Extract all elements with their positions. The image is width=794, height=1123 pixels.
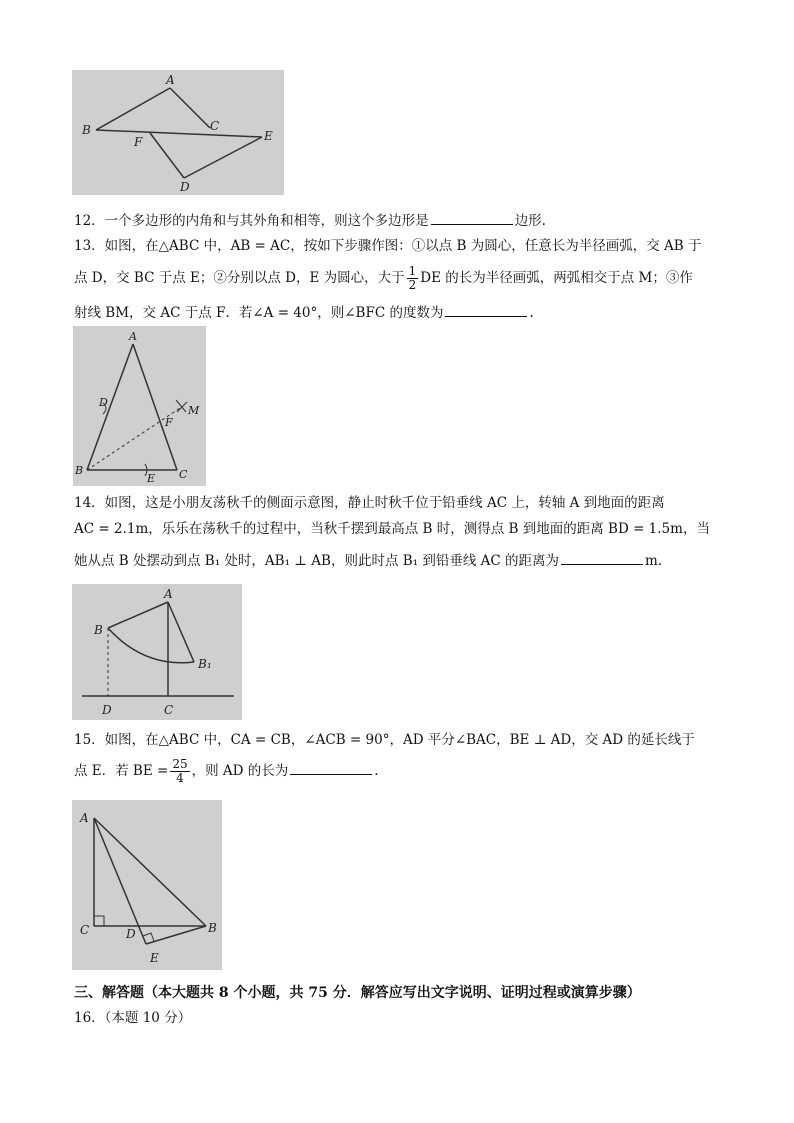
q16-label-text: 16．（本题 10 分）	[74, 1010, 192, 1026]
label-a: A	[166, 73, 175, 87]
segment-ab1	[168, 602, 194, 662]
question-14-line3	[74, 551, 662, 570]
label-b: B	[208, 921, 217, 935]
q12-text: 12．一个多边形的内角和与其外角和相等，则这个多边形是	[74, 213, 429, 229]
q15-line2-text: 点 E．若 BE =	[74, 763, 169, 779]
q14-line1-text: 14．如图，这是小朋友荡秋千的侧面示意图，静止时秋千位于铅垂线 AC 上，转轴 A 到地面的距离	[74, 495, 665, 511]
question-13-line2	[74, 261, 693, 295]
figure-q14	[72, 584, 242, 720]
segment-fd	[150, 133, 184, 178]
label-b: B	[75, 464, 84, 477]
label-d: D	[126, 927, 136, 941]
question-15-line1	[74, 731, 695, 749]
question-16-label	[74, 1009, 191, 1027]
segment-be	[96, 130, 262, 137]
label-c: C	[164, 703, 174, 717]
fraction-denominator: 4	[176, 771, 184, 785]
q13-text-end: .	[529, 305, 534, 321]
label-f: F	[165, 416, 173, 429]
question-13-line1	[74, 237, 702, 255]
fraction-25-over-4	[170, 758, 189, 785]
q13-line2-text: 点 D，交 BC 于点 E；②分别以点 D，E 为圆心，大于	[74, 270, 405, 286]
question-14-line2	[74, 520, 710, 538]
q13-answer-blank[interactable]	[445, 303, 527, 317]
label-b: B	[82, 123, 91, 137]
q15-answer-blank[interactable]	[290, 761, 372, 775]
segment-ab	[94, 818, 206, 926]
label-e: E	[264, 129, 273, 143]
label-d: D	[102, 703, 112, 717]
label-b1: B₁	[198, 657, 212, 671]
figure-q15	[72, 800, 222, 970]
q14-line3-text: 她从点 B 处摆动到点 B₁ 处时，AB₁ ⊥ AB，则此时点 B₁ 到铅垂线 AC 的距离为	[74, 553, 560, 569]
fraction-one-half	[407, 265, 419, 292]
q12-answer-blank[interactable]	[431, 211, 513, 225]
question-14-line1	[74, 494, 665, 512]
segment-ae	[94, 818, 146, 944]
label-b: B	[94, 623, 103, 637]
segment-ab	[108, 602, 168, 628]
label-c: C	[210, 119, 220, 133]
segment-ac	[170, 88, 210, 128]
section-3-heading	[74, 984, 641, 1002]
fraction-numerator: 25	[172, 757, 188, 771]
label-a: A	[129, 330, 137, 343]
segment-ac	[133, 344, 177, 470]
q14-line2-text: AC = 2.1m，乐乐在荡秋千的过程中，当秋千摆到最高点 B 时，测得点 B 到地面的距离 BD = 1.5m，当	[74, 521, 710, 537]
q15-line1-text: 15．如图，在△ABC 中，CA = CB，∠ACB = 90°，AD 平分∠BAC，BE ⊥ AD，交 AD 的延长线于	[74, 732, 695, 748]
q15-text-end: .	[374, 763, 379, 779]
fraction-numerator: 1	[408, 264, 417, 278]
label-m: M	[188, 404, 200, 417]
question-12	[74, 211, 546, 230]
label-d: D	[180, 180, 190, 194]
segment-de	[184, 137, 262, 178]
segment-ab	[87, 344, 133, 470]
q13-line2-text-end: DE 的长为半径画弧，两弧相交于点 M；③作	[420, 270, 693, 286]
label-a: A	[80, 811, 89, 825]
right-angle-c	[94, 916, 104, 926]
label-a: A	[164, 587, 173, 601]
segment-ba	[96, 88, 170, 130]
q13-line1-text: 13．如图，在△ABC 中，AB = AC，按如下步骤作图：①以点 B 为圆心，任意长为半径画弧，交 AB 于	[74, 238, 702, 254]
question-15-line2	[74, 754, 379, 788]
q14-text-end: m.	[645, 553, 663, 569]
figure-q11	[72, 70, 284, 195]
label-e: E	[147, 472, 156, 485]
question-13-line3	[74, 303, 534, 322]
figure-q13	[73, 326, 206, 486]
label-c: C	[179, 468, 188, 481]
q12-text-end: 边形.	[514, 213, 546, 229]
label-c: C	[80, 923, 90, 937]
section-3-heading-text: 三、解答题（本大题共 8 个小题，共 75 分．解答应写出文字说明、证明过程或演算步骤）	[74, 985, 641, 1001]
label-e: E	[150, 951, 159, 965]
segment-be	[146, 926, 206, 944]
q15-line2-text-mid: ，则 AD 的长为	[191, 763, 289, 779]
label-d: D	[99, 396, 108, 409]
fraction-denominator: 2	[408, 278, 417, 292]
q13-line3-text: 射线 BM，交 AC 于点 F．若∠A = 40°，则∠BFC 的度数为	[74, 305, 444, 321]
q14-answer-blank[interactable]	[561, 551, 643, 565]
label-f: F	[134, 135, 143, 149]
